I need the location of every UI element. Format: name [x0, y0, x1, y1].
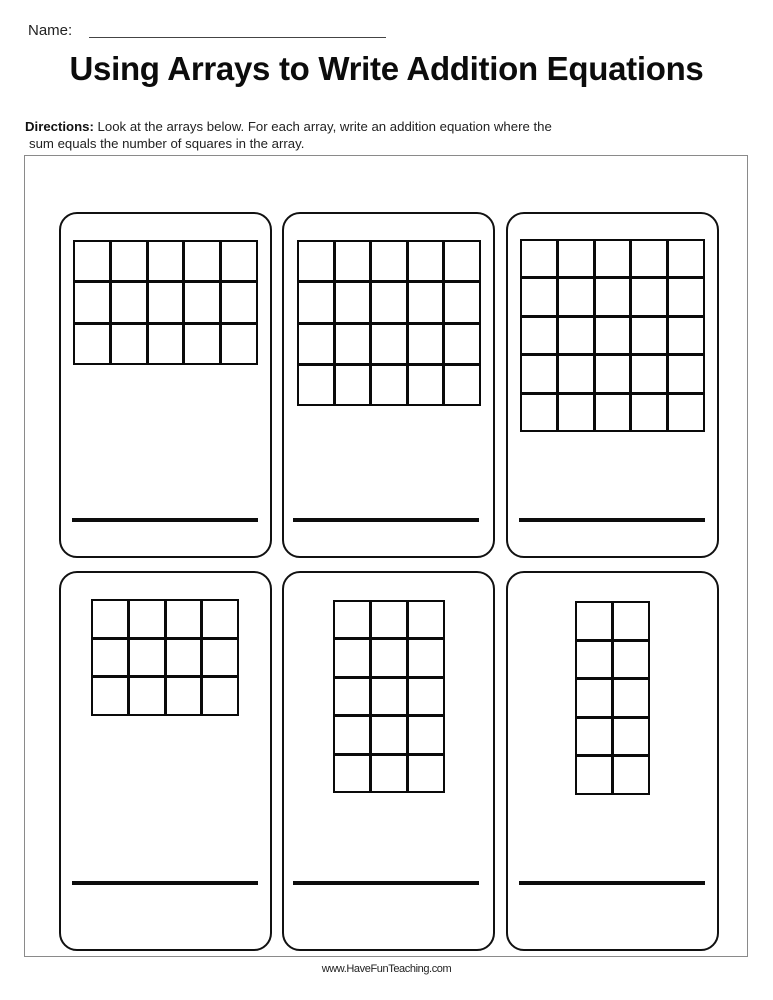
array-square: [522, 356, 556, 391]
array-square: [372, 640, 406, 675]
array-square: [335, 717, 369, 752]
array-square: [372, 756, 406, 791]
array-square: [130, 678, 164, 714]
array-square: [299, 325, 333, 363]
array-square: [222, 242, 256, 280]
array-square: [75, 283, 109, 321]
array-square: [632, 395, 666, 430]
array-square: [185, 283, 219, 321]
array-square: [445, 283, 479, 321]
array-square: [372, 366, 406, 404]
array-grid-1: [73, 240, 258, 365]
array-square: [669, 241, 703, 276]
array-square: [93, 640, 127, 676]
array-square: [596, 356, 630, 391]
array-square: [299, 242, 333, 280]
array-square: [336, 283, 370, 321]
directions: [25, 118, 685, 152]
array-square: [614, 642, 648, 678]
array-square: [112, 242, 146, 280]
array-square: [409, 325, 443, 363]
array-square: [75, 242, 109, 280]
array-square: [596, 318, 630, 353]
array-square: [614, 603, 648, 639]
array-square: [409, 756, 443, 791]
array-square: [577, 680, 611, 716]
array-square: [335, 640, 369, 675]
answer-line-2[interactable]: [293, 518, 479, 522]
array-square: [299, 283, 333, 321]
array-square: [203, 640, 237, 676]
answer-line-4[interactable]: [72, 881, 258, 885]
array-square: [409, 679, 443, 714]
array-square: [522, 395, 556, 430]
array-square: [372, 717, 406, 752]
array-square: [372, 325, 406, 363]
array-square: [112, 283, 146, 321]
array-square: [372, 242, 406, 280]
array-square: [93, 601, 127, 637]
array-square: [299, 366, 333, 404]
array-square: [669, 356, 703, 391]
array-square: [335, 602, 369, 637]
array-square: [445, 366, 479, 404]
worksheet-title: Using Arrays to Write Addition Equations: [69, 50, 704, 87]
array-grid-3: [520, 239, 705, 432]
array-square: [669, 395, 703, 430]
array-square: [203, 601, 237, 637]
array-square: [632, 356, 666, 391]
array-square: [130, 640, 164, 676]
answer-line-5[interactable]: [293, 881, 479, 885]
array-square: [522, 279, 556, 314]
array-square: [167, 601, 201, 637]
array-square: [522, 241, 556, 276]
directions-text-line2: sum equals the number of squares in the array.: [29, 136, 305, 151]
array-square: [445, 242, 479, 280]
array-square: [203, 678, 237, 714]
array-square: [409, 283, 443, 321]
array-square: [596, 279, 630, 314]
array-square: [409, 717, 443, 752]
answer-line-3[interactable]: [519, 518, 705, 522]
footer-website: www.HaveFunTeaching.com: [321, 963, 452, 975]
answer-line-6[interactable]: [519, 881, 705, 885]
array-square: [522, 318, 556, 353]
array-square: [167, 640, 201, 676]
array-square: [149, 325, 183, 363]
array-square: [409, 602, 443, 637]
array-square: [222, 325, 256, 363]
array-square: [185, 325, 219, 363]
directions-label: Directions:: [25, 119, 94, 134]
name-label: Name:: [28, 22, 73, 39]
array-square: [372, 283, 406, 321]
array-square: [559, 395, 593, 430]
array-square: [336, 325, 370, 363]
array-square: [167, 678, 201, 714]
array-square: [596, 241, 630, 276]
array-grid-4: [91, 599, 239, 716]
array-square: [577, 757, 611, 793]
array-square: [336, 242, 370, 280]
array-square: [222, 283, 256, 321]
array-square: [372, 602, 406, 637]
array-square: [614, 719, 648, 755]
array-square: [614, 757, 648, 793]
array-square: [185, 242, 219, 280]
array-square: [149, 283, 183, 321]
directions-text-line1: Look at the arrays below. For each array, write an addition equation where the: [93, 119, 552, 134]
array-square: [559, 356, 593, 391]
array-square: [409, 640, 443, 675]
array-square: [559, 279, 593, 314]
array-square: [130, 601, 164, 637]
array-square: [577, 642, 611, 678]
array-square: [577, 603, 611, 639]
array-grid-5: [333, 600, 445, 793]
array-square: [596, 395, 630, 430]
array-square: [409, 242, 443, 280]
name-input-line[interactable]: [89, 37, 386, 38]
array-square: [669, 318, 703, 353]
array-square: [409, 366, 443, 404]
array-square: [669, 279, 703, 314]
array-square: [75, 325, 109, 363]
array-square: [335, 756, 369, 791]
array-square: [577, 719, 611, 755]
array-square: [632, 318, 666, 353]
array-square: [632, 279, 666, 314]
array-square: [149, 242, 183, 280]
array-grid-2: [297, 240, 481, 406]
answer-line-1[interactable]: [72, 518, 258, 522]
array-square: [93, 678, 127, 714]
array-square: [372, 679, 406, 714]
array-grid-6: [575, 601, 650, 795]
array-square: [614, 680, 648, 716]
array-square: [336, 366, 370, 404]
array-square: [335, 679, 369, 714]
array-square: [112, 325, 146, 363]
array-square: [632, 241, 666, 276]
array-square: [559, 318, 593, 353]
array-square: [559, 241, 593, 276]
array-square: [445, 325, 479, 363]
